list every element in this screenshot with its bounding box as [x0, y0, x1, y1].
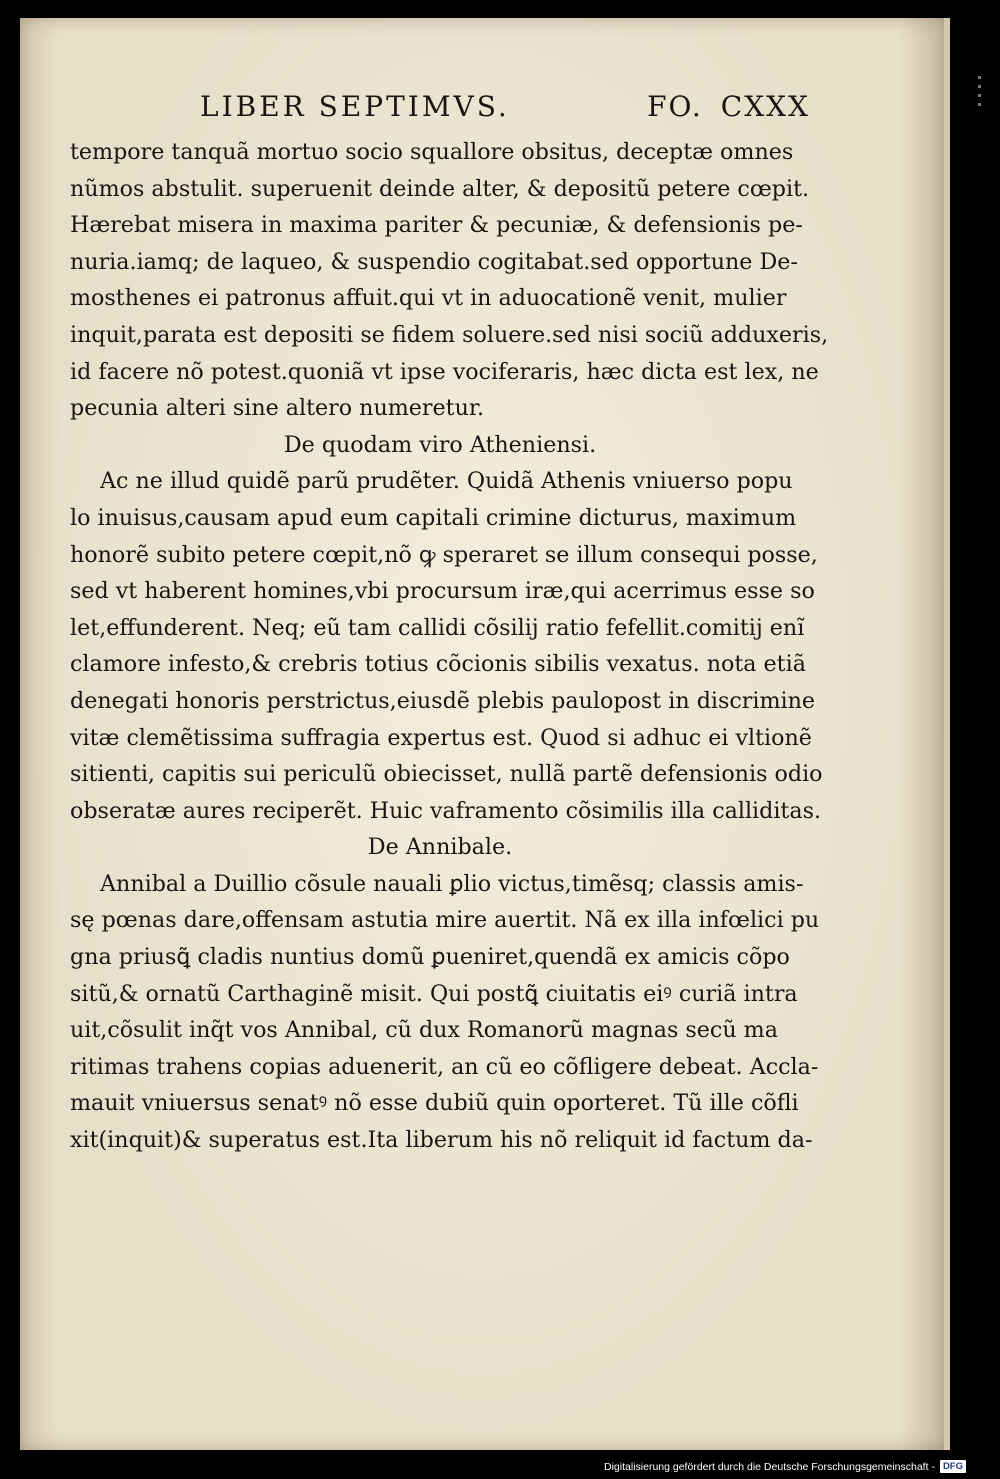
folio: [647, 90, 810, 123]
folio-prefix: FO.: [647, 90, 703, 123]
text-line: Hærebat misera in maxima pariter & pecuniæ, & defensionis pe-: [70, 212, 803, 239]
text-line: nũmos abstulit. superuenit deinde alter, & depositũ petere cœpit.: [70, 175, 810, 202]
text-line: clamore infesto,& crebris totius cõcionis sibilis vexatus. nota etiã: [70, 651, 806, 678]
text-line: lo inuisus,causam apud eum capitali crimine dicturus, maximum: [70, 504, 797, 531]
text-line: vitæ clemẽtissima suffragia expertus est. Quod si adhuc ei vltionẽ: [70, 724, 812, 751]
text-line: uit,cõsulit inq̃t vos Annibal, cũ dux Romanorũ magnas secũ ma: [70, 1017, 778, 1044]
text-line: sę pœnas dare,offensam astutia mire auertit. Nã ex illa infœlici pu: [70, 907, 820, 934]
text-line: tempore tanquã mortuo socio squallore obsitus, deceptæ omnes: [70, 139, 794, 165]
text-line: honorẽ subito petere cœpit,nõ ꝙ speraret se illum consequi posse,: [70, 541, 818, 568]
text-line: sed vt haberent homines,vbi procursum iræ,qui acerrimus esse so: [70, 578, 815, 605]
text-line: Annibal a Duillio cõsule nauali ꝑlio victus,timẽsq; classis amis-: [100, 870, 804, 897]
section-heading: De quodam viro Atheniensi.: [283, 431, 597, 458]
text-line: xit(inquit)& superatus est.Ita liberum his nõ reliquit id factum da-: [70, 1127, 813, 1154]
scan-marks: [974, 70, 984, 130]
text-block: [70, 90, 829, 1159]
book-page: [20, 18, 950, 1450]
text-line: nuria.iamq; de laqueo, & suspendio cogitabat.sed opportune De-: [70, 248, 798, 275]
text-line: let,effunderent. Neq; eũ tam callidi cõsilij ratio fefellit.comitij enĩ: [70, 614, 805, 641]
text-line: gna priusꝗ̃ cladis nuntius domũ ꝑueniret,quendã ex amicis cõpo: [70, 944, 790, 971]
text-line: Ac ne illud quidẽ parũ prudẽter. Quidã Athenis vniuerso popu: [100, 468, 793, 495]
footer-text: Digitalisierung gefördert durch die Deutsche Forschungsgemeinschaft -: [604, 1460, 935, 1473]
text-line: inquit,parata est depositi se fidem soluere.sed nisi sociũ adduxeris,: [70, 321, 829, 348]
dfg-logo: DFG: [940, 1460, 966, 1473]
digitization-footer: [604, 1460, 966, 1473]
text-line: sitienti, capitis sui periculũ obiecisset, nullã partẽ defensionis odio: [70, 761, 823, 788]
page-edge: [944, 18, 950, 1450]
text-line: mosthenes ei patronus affuit.qui vt in aduocationẽ venit, mulier: [70, 285, 787, 312]
running-head-title: LIBER SEPTIMVS.: [200, 90, 510, 123]
folio-number: CXXX: [720, 90, 810, 123]
text-line: denegati honoris perstrictus,eiusdẽ plebis paulopost in discrimine: [70, 687, 816, 714]
text-line: pecunia alteri sine altero numeretur.: [70, 395, 485, 422]
text-line: ritimas trahens copias aduenerit, an cũ eo cõfligere debeat. Accla-: [70, 1053, 819, 1080]
text-line: sitũ,& ornatũ Carthaginẽ misit. Qui postꝗ̃ ciuitatis eiꝰ curiã intra: [70, 980, 798, 1007]
body-text: [70, 134, 829, 1159]
text-line: obseratæ aures reciperẽt. Huic vaframento cõsimilis illa calliditas.: [70, 797, 822, 824]
running-head: [200, 90, 810, 128]
section-heading: De Annibale.: [367, 834, 513, 861]
text-line: mauit vniuersus senatꝰ nõ esse dubiũ quin oporteret. Tũ ille cõfli: [70, 1090, 799, 1117]
text-line: id facere nõ potest.quoniã vt ipse vociferaris, hæc dicta est lex, ne: [70, 358, 819, 385]
